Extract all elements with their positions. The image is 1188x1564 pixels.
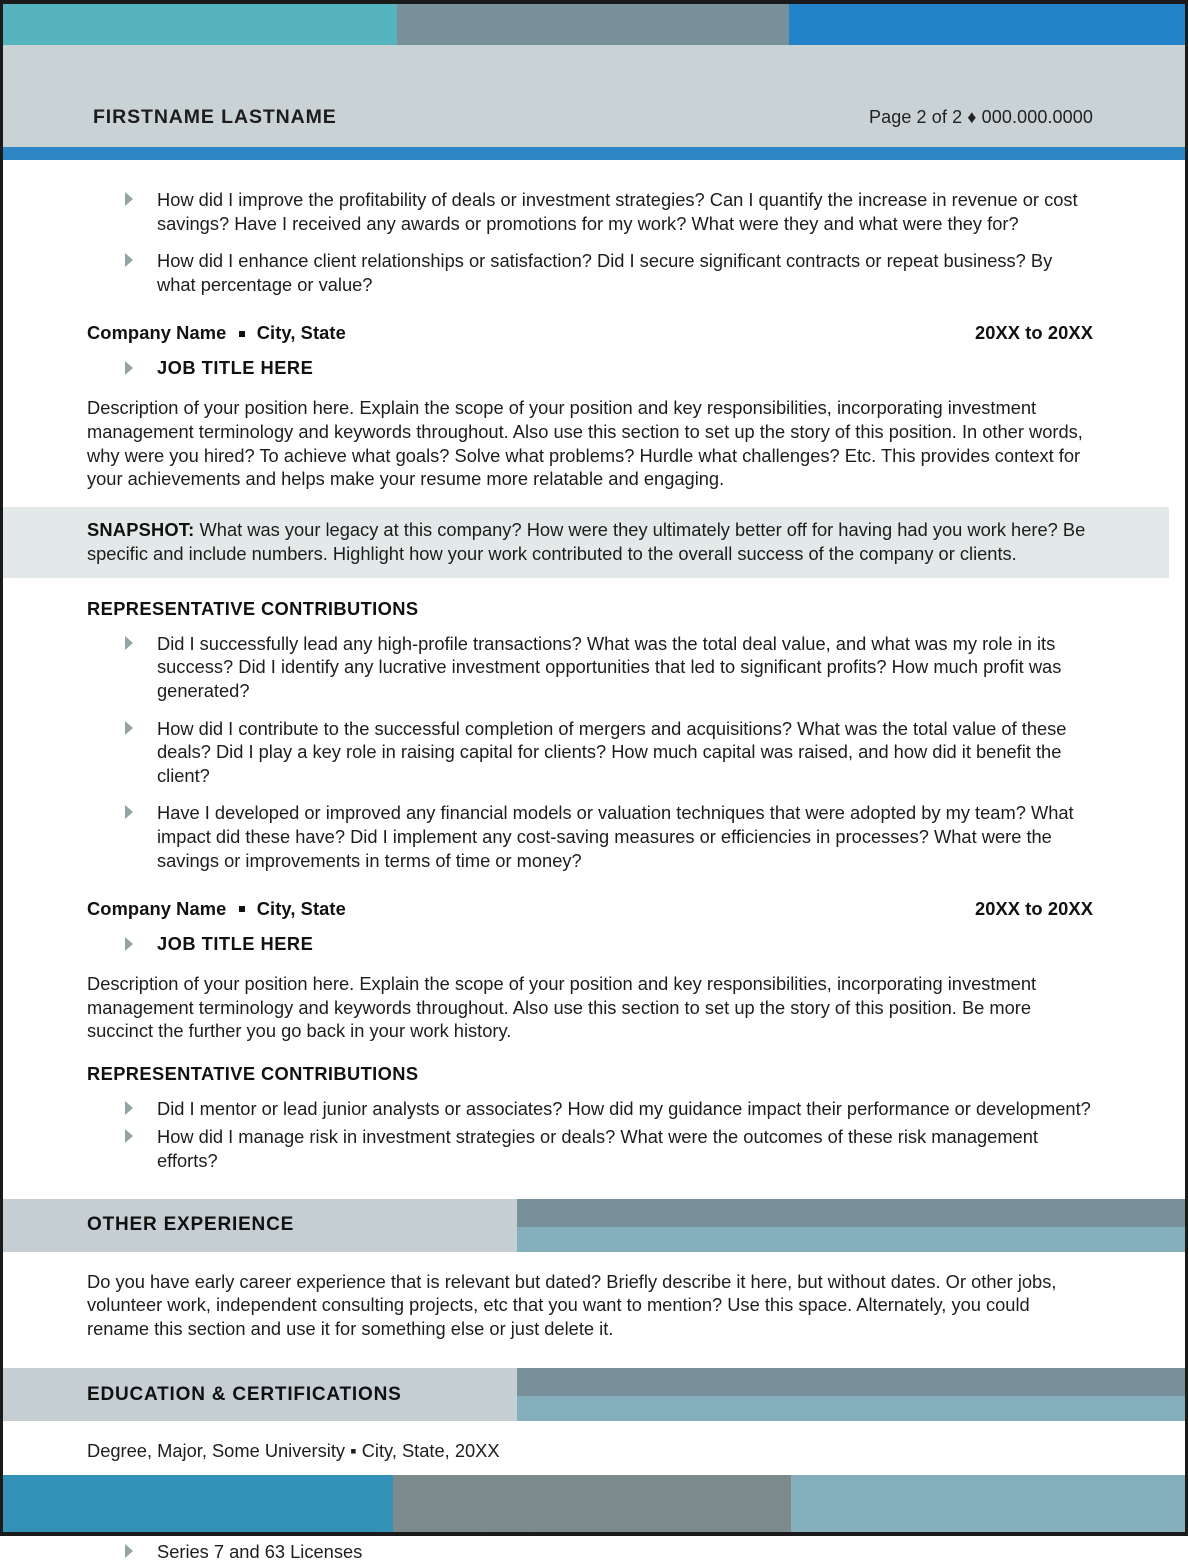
section-accent-bands xyxy=(517,1368,1185,1421)
section-title: EDUCATION & CERTIFICATIONS xyxy=(87,1383,402,1405)
accent-band-teal xyxy=(517,1227,1185,1252)
document-body xyxy=(3,188,1185,1564)
list-item xyxy=(87,801,1093,872)
section-header-education xyxy=(3,1368,1185,1421)
footer-color-bar xyxy=(3,1475,1185,1532)
job-entry-2 xyxy=(3,898,1185,1173)
snapshot-label: SNAPSHOT: xyxy=(87,518,195,540)
job-title-row xyxy=(87,357,1093,379)
job1-contributions xyxy=(3,598,1185,872)
company-and-location xyxy=(87,898,346,920)
triangle-bullet-icon xyxy=(125,721,133,735)
footer-bar-gray-segment xyxy=(393,1475,791,1532)
bullet-text: Series 7 and 63 Licenses xyxy=(157,1541,363,1563)
top-bar-blue-segment xyxy=(789,4,1185,45)
company-and-location xyxy=(87,322,346,344)
triangle-bullet-icon xyxy=(125,253,133,267)
contributions-list xyxy=(87,632,1093,872)
company-row xyxy=(87,322,1093,344)
snapshot-callout xyxy=(3,507,1169,578)
triangle-bullet-icon xyxy=(125,1101,133,1115)
section-header-other-experience xyxy=(3,1199,1185,1252)
continued-bullet-list xyxy=(87,188,1093,296)
bullet-text: How did I improve the profitability of deals or investment strategies? Can I quantify the increase in revenue or cost savings? Have I received any awards or promotions for my work? What were they and what were they for? xyxy=(157,189,1078,234)
contributions-heading: REPRESENTATIVE CONTRIBUTIONS xyxy=(87,1062,419,1084)
company-location: City, State xyxy=(256,322,346,344)
list-item xyxy=(87,188,1093,235)
triangle-bullet-icon xyxy=(125,192,133,206)
bullet-text: How did I enhance client relationships or satisfaction? Did I secure significant contracts or repeat business? By what percentage or value? xyxy=(157,250,1053,295)
square-separator-icon xyxy=(239,331,245,337)
list-item xyxy=(87,1125,1093,1172)
job-entry-1 xyxy=(3,322,1185,490)
contributions-list xyxy=(87,1097,1093,1173)
header-blue-rule xyxy=(3,147,1185,160)
job-title-row xyxy=(87,933,1093,955)
snapshot-text: What was your legacy at this company? How were they ultimately better off for having had you work here? Be specific and include numbers. Highlight how your work contributed to the overall success of the company or clients. xyxy=(87,518,1086,564)
degree-line: Degree, Major, Some University ▪ City, State, 20XX xyxy=(87,1440,500,1462)
job-title: JOB TITLE HERE xyxy=(157,933,314,955)
section-accent-bands xyxy=(517,1199,1185,1252)
footer-bar-blue-segment xyxy=(3,1475,393,1532)
employment-dates: 20XX to 20XX xyxy=(974,898,1093,920)
other-experience-body xyxy=(3,1252,1185,1341)
section-title: OTHER EXPERIENCE xyxy=(87,1214,295,1236)
triangle-bullet-icon xyxy=(125,805,133,819)
bullet-text: How did I contribute to the successful completion of mergers and acquisitions? What was the total value of these deals? Did I play a key role in raising capital for clients? How much capital was raised, and how did it benefit the client? xyxy=(157,717,1067,786)
triangle-bullet-icon xyxy=(125,1129,133,1143)
triangle-bullet-icon xyxy=(125,361,133,375)
contributions-heading: REPRESENTATIVE CONTRIBUTIONS xyxy=(87,597,419,619)
top-bar-gray-segment xyxy=(397,4,789,45)
bullet-text: Have I developed or improved any financial models or valuation techniques that were adopted by my team? What impact did these have? Did I implement any cost-saving measures or efficiencies in processes? What were the savings or improvements in terms of time or money? xyxy=(157,802,1074,871)
continued-bullets-block xyxy=(3,188,1185,296)
list-item xyxy=(87,249,1093,296)
triangle-bullet-icon xyxy=(125,1544,133,1558)
top-bar-teal-segment xyxy=(3,4,397,45)
running-header xyxy=(3,45,1185,147)
list-item xyxy=(87,632,1093,703)
bullet-text: Did I mentor or lead junior analysts or associates? How did my guidance impact their performance or development? xyxy=(157,1097,1091,1119)
section-title-block xyxy=(3,1368,517,1421)
company-row xyxy=(87,898,1093,920)
job-description: Description of your position here. Explain the scope of your position and key responsibilities, incorporating investment management terminology and keywords throughout. Also use this section to set up the story of this position. Be more succinct the further you go back in your work history. xyxy=(87,973,1037,1042)
company-location: City, State xyxy=(256,898,346,920)
page-and-phone: Page 2 of 2 ♦ 000.000.0000 xyxy=(869,107,1093,127)
triangle-bullet-icon xyxy=(125,937,133,951)
square-separator-icon xyxy=(239,906,245,912)
bullet-text: Did I successfully lead any high-profile transactions? What was the total deal value, and what was my role in its success? Did I identify any lucrative investment opportunities that led to significant profits? How much profit was generated? xyxy=(157,632,1062,701)
snapshot-wrapper xyxy=(3,507,1185,578)
other-experience-text: Do you have early career experience that is relevant but dated? Briefly describe it here, but without dates. Or other jobs, volunteer work, independent consulting projects, etc that you want to mention? Use this space. Alternately, you could rename this section and use it for something else or just delete it. xyxy=(87,1270,1057,1339)
accent-band-gray xyxy=(517,1199,1185,1227)
job-title: JOB TITLE HERE xyxy=(157,357,314,379)
footer-bar-teal-segment xyxy=(791,1475,1185,1532)
top-color-bar xyxy=(3,4,1185,45)
job-description: Description of your position here. Explain the scope of your position and key responsibilities, incorporating investment management terminology and keywords throughout. Also use this section to set up the story of this position. In other words, why were you hired? To achieve what goals? Solve what problems? Hurdle what challenges? Etc. This provides context for your achievements and helps make your resume more relatable and engaging. xyxy=(87,397,1083,490)
company-name: Company Name xyxy=(87,322,227,344)
triangle-bullet-icon xyxy=(125,636,133,650)
candidate-name: FIRSTNAME LASTNAME xyxy=(93,106,337,128)
accent-band-teal xyxy=(517,1396,1185,1421)
list-item xyxy=(87,717,1093,788)
list-item xyxy=(87,1540,1093,1564)
section-title-block xyxy=(3,1199,517,1252)
accent-band-gray xyxy=(517,1368,1185,1396)
employment-dates: 20XX to 20XX xyxy=(974,322,1093,344)
company-name: Company Name xyxy=(87,898,227,920)
list-item xyxy=(87,1097,1093,1121)
bullet-text: How did I manage risk in investment strategies or deals? What were the outcomes of these risk management efforts? xyxy=(157,1126,1038,1172)
